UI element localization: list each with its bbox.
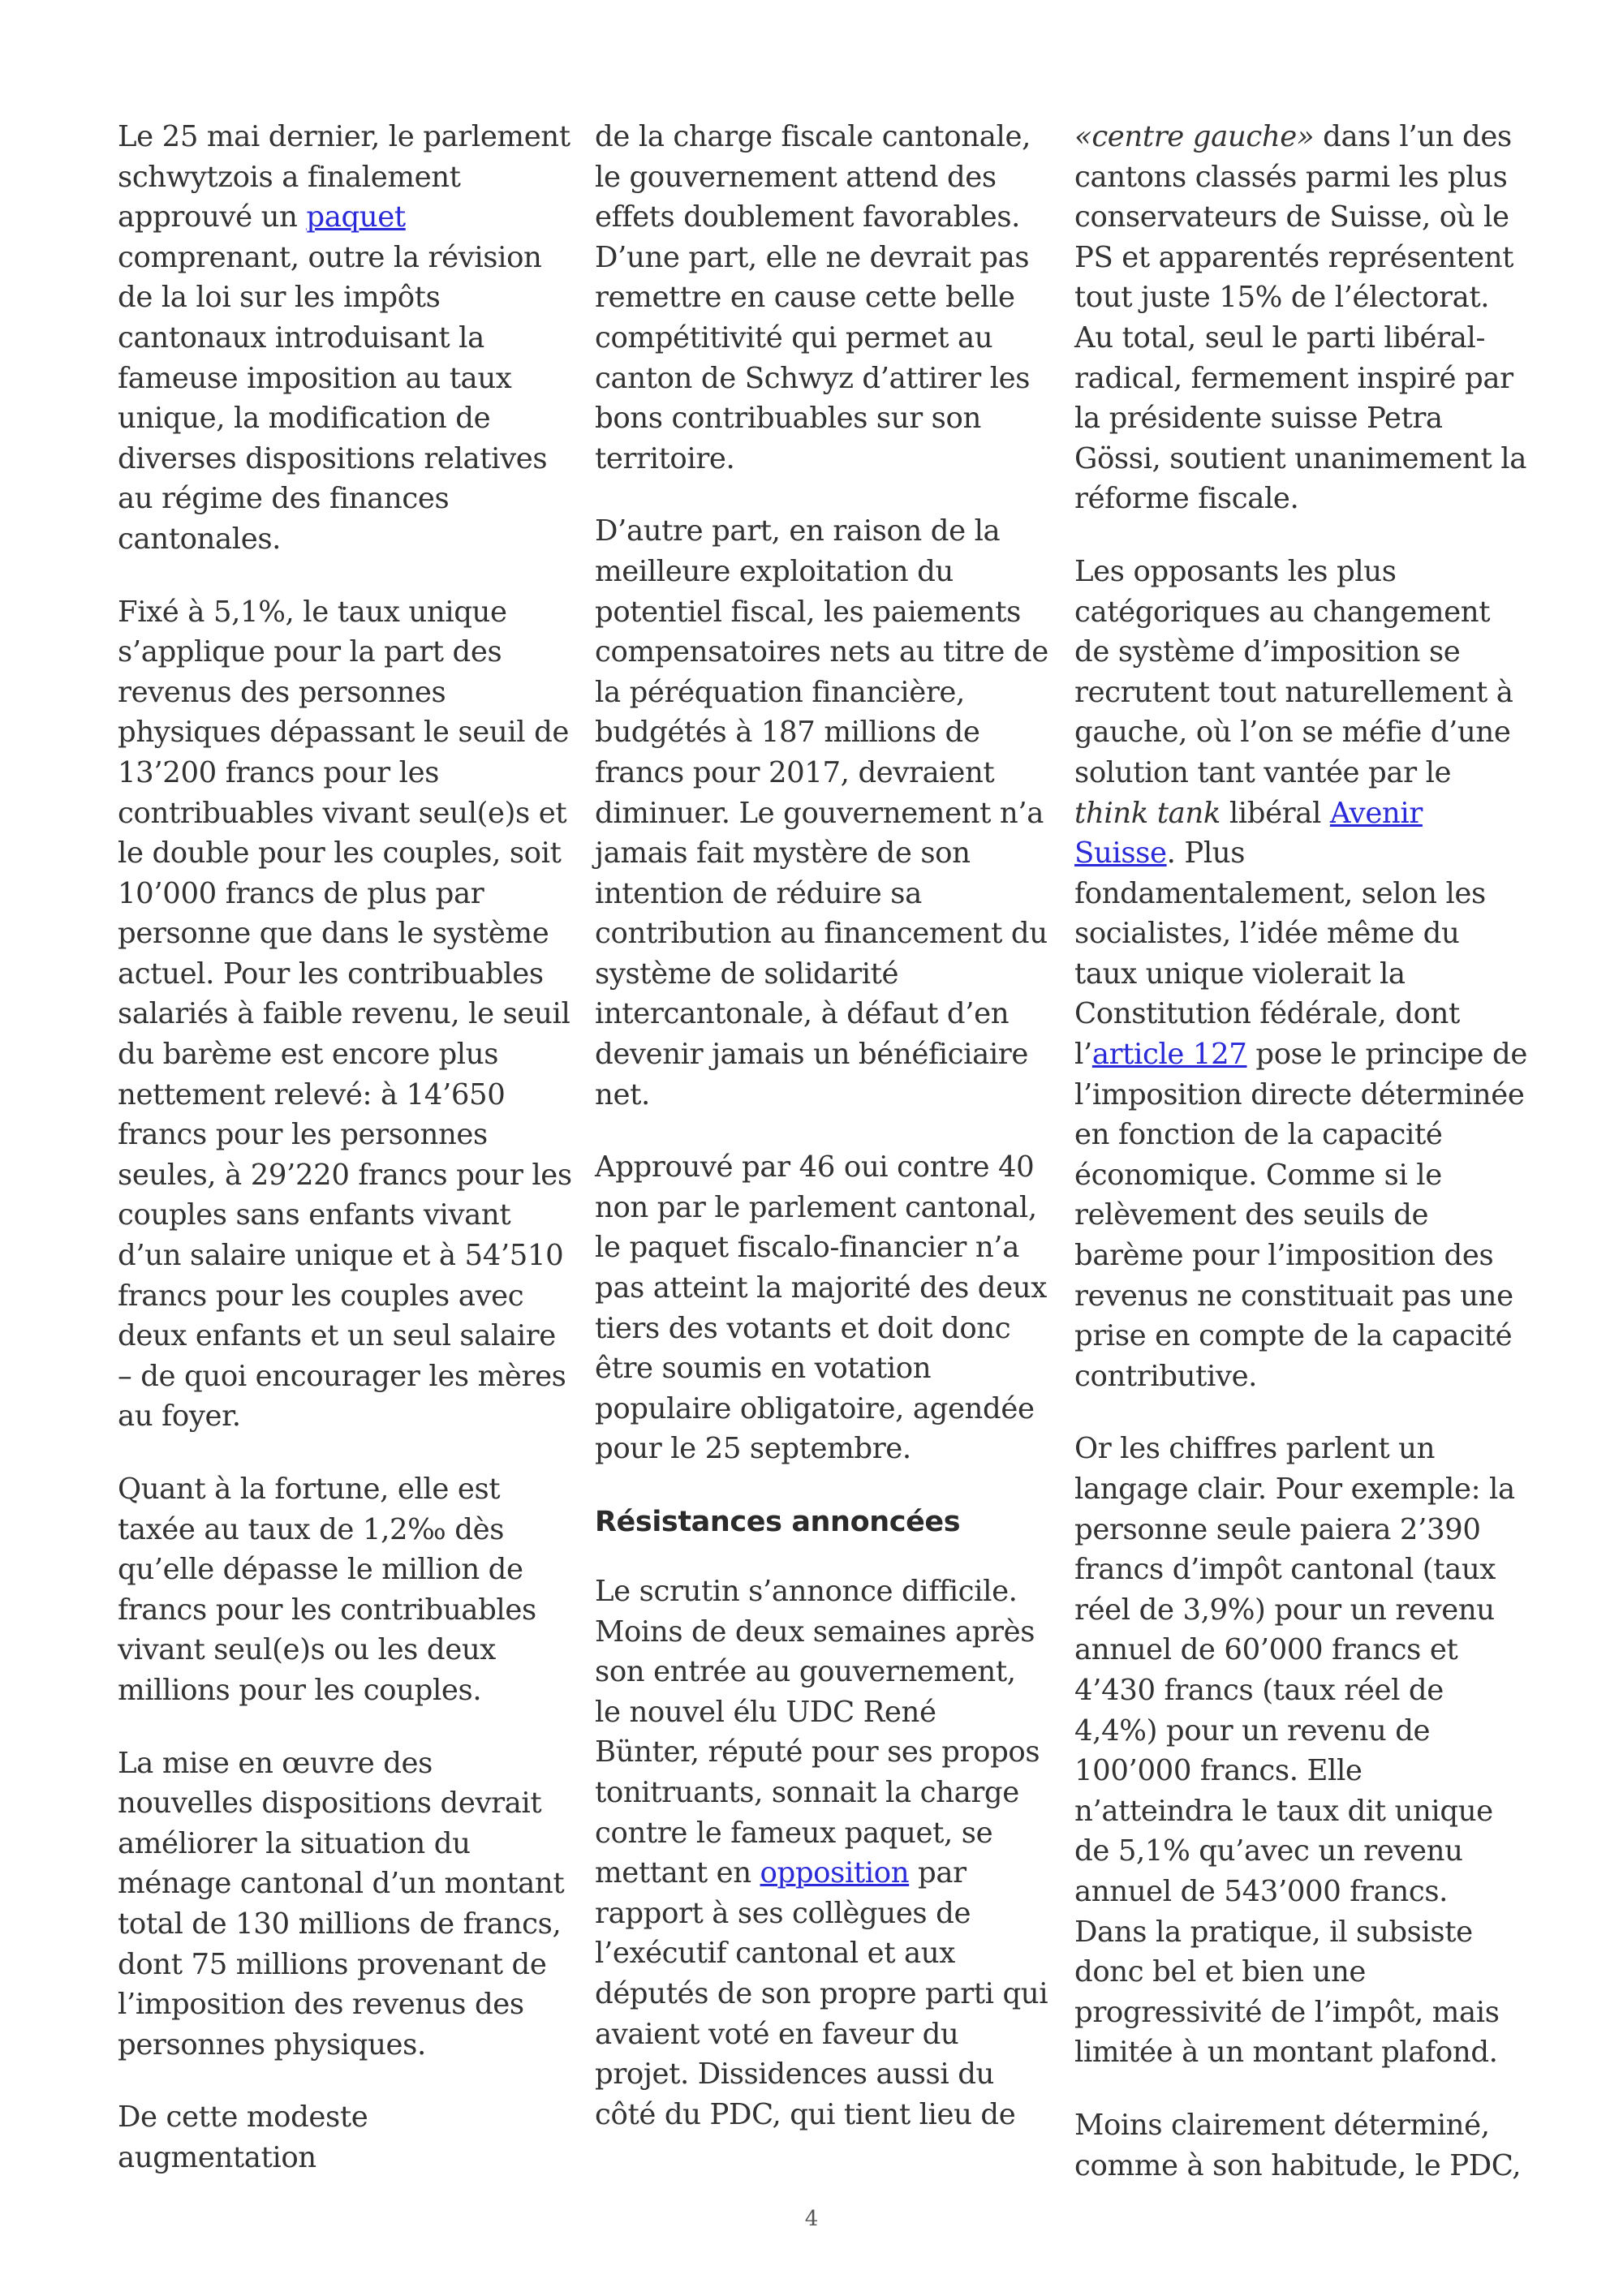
paragraph: Or les chiffres parlent un langage clair. Pour exemple: la personne seule paiera 2’390 francs d’impôt cantonal (taux réel de 3,9%) pour un revenu annuel de 60’000 francs et 4’430 francs (taux réel de 4,4%) pour un revenu de 100’000 francs. Elle n’atteindra le taux dit unique de 5,1% qu’avec un revenu annuel de 543’000 francs. Dans la pratique, il subsiste donc bel et bien une progressivité de l’impôt, mais limitée à un montant plafond. bbox=[1074, 1432, 1515, 2070]
paragraph: Moins clairement déterminé, comme à son habitude, le PDC, bbox=[1074, 2108, 1522, 2182]
paragraph: Les opposants les plus catégoriques au changement de système d’imposition se recrutent tout naturellement à gauche, où l’on se méfie d’une solution tant vantée par le think tank libéral Avenir Suisse. Plus fondamentalement, selon les socialistes, l’idée même du taux unique violerait la Constitution fédérale, dont l’article 127 pose le principe de l’imposition directe déterminée en fonction de la capacité économique. Comme si le relèvement des seuils de barème pour l’imposition des revenus ne constituait pas une prise en compte de la capacité contributive. bbox=[1074, 554, 1527, 1393]
section-heading: Résistances annoncées bbox=[595, 1506, 961, 1538]
paragraph: D’autre part, en raison de la meilleure exploitation du potentiel fiscal, les paiements compensatoires nets au titre de la péréquation financière, budgétés à 187 millions de francs pour 2017, devraient diminuer. Le gouvernement n’a jamais fait mystère de son intention de réduire sa contribution au financement du système de solidarité intercantonale, à défaut d’en devenir jamais un bénéficiaire net. bbox=[595, 514, 1048, 1111]
paragraph: «centre gauche» dans l’un des cantons classés parmi les plus conservateurs de Suisse, où le PS et apparentés représentent tout juste 15% de l’électorat. Au total, seul le parti libéral-radical, fermement inspiré par la présidente suisse Petra Gössi, soutient unanimement la réforme fiscale. bbox=[1074, 120, 1526, 516]
article-127-link[interactable]: article 127 bbox=[1091, 1038, 1247, 1072]
paragraph: La mise en œuvre des nouvelles dispositions devrait améliorer la situation du ménage cantonal d’un montant total de 130 millions de francs, dont 75 millions provenant de l’imposition des revenus des personnes physiques. bbox=[118, 1746, 565, 2062]
page-number: 4 bbox=[804, 2207, 819, 2231]
column-2 bbox=[595, 117, 1049, 2167]
paragraph: Approuvé par 46 oui contre 40 non par le parlement cantonal, le paquet fiscalo-financier n’a pas atteint la majorité des deux tiers des votants et doit donc être soumis en votation populaire obligatoire, agendée pour le 25 septembre. bbox=[595, 1150, 1047, 1466]
column-3 bbox=[1074, 117, 1529, 2218]
avenir-suisse-link[interactable]: Avenir Suisse bbox=[1074, 796, 1423, 871]
paragraph: de la charge fiscale cantonale, le gouvernement attend des effets doublement favorables. D’une part, elle ne devrait pas remettre en cause cette belle compétitivité qui permet au canton de Schwyz d’attirer les bons contribuables sur son territoire. bbox=[595, 120, 1031, 475]
paragraph: Fixé à 5,1%, le taux unique s’applique pour la part des revenus des personnes physiques dépassant le seuil de 13’200 francs pour les contribuables vivant seul(e)s et le double pour les couples, soit 10’000 francs de plus par personne que dans le système actuel. Pour les contribuables salariés à faible revenu, le seuil du barème est encore plus nettement relevé: à 14’650 francs pour les personnes seules, à 29’220 francs pour les couples sans enfants vivant d’un salaire unique et à 54’510 francs pour les couples avec deux enfants et un seul salaire – de quoi encourager les mères au foyer. bbox=[118, 595, 572, 1434]
paragraph: Le 25 mai dernier, le parlement schwytzois a finalement approuvé un paquet comprenant, outre la révision de la loi sur les impôts cantonaux introduisant la fameuse imposition au taux unique, la modification de diverses dispositions relatives au régime des finances cantonales. bbox=[118, 120, 570, 556]
paquet-link[interactable]: paquet bbox=[306, 200, 406, 234]
paragraph: Le scrutin s’annonce difficile. Moins de deux semaines après son entrée au gouvernement, le nouvel élu UDC René Bünter, réputé pour ses propos tonitruants, sonnait la charge contre le fameux paquet, se mettant en opposition par rapport à ses collègues de l’exécutif cantonal et aux députés de son propre parti qui avaient voté en faveur du projet. Dissidences aussi du côté du PDC, qui tient lieu de bbox=[595, 1575, 1048, 2131]
column-1 bbox=[118, 117, 572, 2211]
paragraph: De cette modeste augmentation bbox=[118, 2100, 368, 2174]
opposition-link[interactable]: opposition bbox=[760, 1856, 910, 1890]
paragraph: Quant à la fortune, elle est taxée au taux de 1,2‰ dès qu’elle dépasse le million de francs pour les contribuables vivant seul(e)s ou les deux millions pour les couples. bbox=[118, 1473, 536, 1707]
